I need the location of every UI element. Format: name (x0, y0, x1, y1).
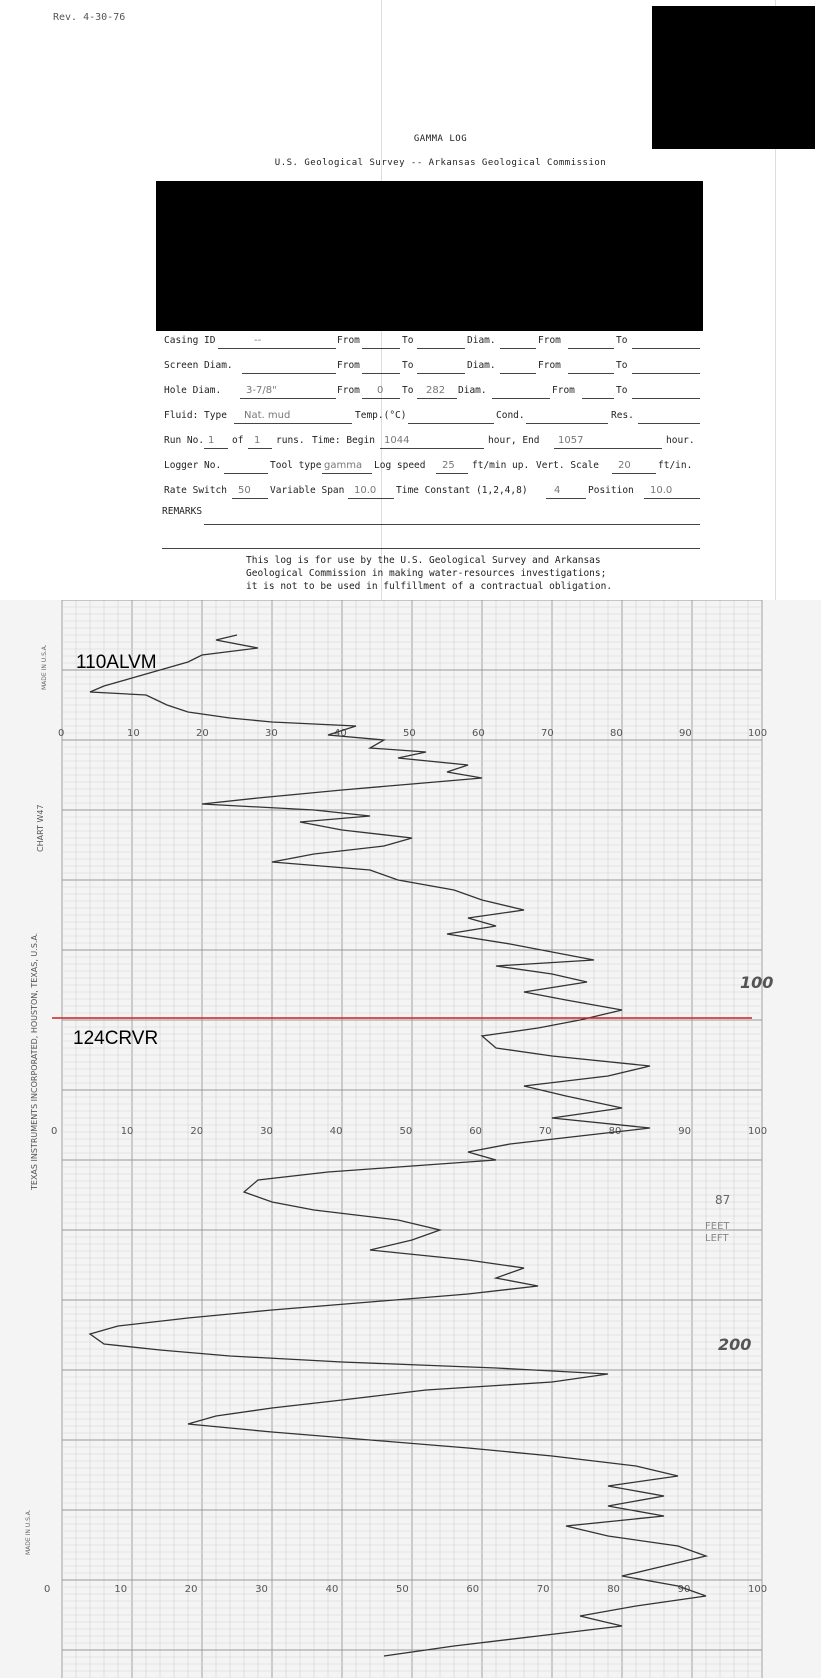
rate-switch-value: 50 (238, 485, 251, 496)
hole-to-label: To (402, 385, 414, 396)
fluid-label: Fluid: Type (164, 410, 227, 421)
scale-tick-label: 10 (114, 1584, 128, 1595)
vert-scale-unit: ft/in. (658, 460, 693, 471)
scale-tick-label: 0 (58, 728, 65, 739)
feet-label: FEET (705, 1221, 730, 1232)
screen-from2-label: From (538, 360, 561, 371)
hole-to-value: 282 (426, 385, 446, 396)
annotation-124crvr: 124CRVR (73, 1028, 159, 1049)
logger-row (162, 460, 707, 478)
casing-label: Casing ID (164, 335, 216, 346)
agency-line: U.S. Geological Survey -- Arkansas Geological Commission (274, 158, 607, 168)
scale-tick-label: 60 (472, 728, 485, 739)
scale-tick-label: 20 (184, 1584, 198, 1595)
cond-label: Cond. (496, 410, 525, 421)
vert-scale-label: Vert. Scale (536, 460, 599, 471)
revision-date: Rev. 4-30-76 (53, 12, 126, 23)
hour-label: hour. (666, 435, 695, 446)
log-title: GAMMA LOG (413, 134, 468, 144)
hole-row (162, 385, 702, 403)
hole-from2-label: From (552, 385, 575, 396)
hole-diam-label: Diam. (458, 385, 487, 396)
screen-row (162, 360, 702, 378)
fluid-row (162, 410, 702, 428)
run-label: Run No. (164, 435, 205, 446)
disclaimer-line-3: it is not to be used in fulfillment of a contractual obligation. (246, 581, 613, 592)
res-label: Res. (611, 410, 634, 421)
hole-label: Hole Diam. (164, 385, 222, 396)
log-speed-unit: ft/min up. (472, 460, 530, 471)
scale-tick-label: 50 (396, 1584, 409, 1595)
scale-tick-label: 100 (748, 1584, 768, 1595)
casing-from2-label: From (538, 335, 561, 346)
redacted-well-info (156, 181, 703, 331)
screen-to-label: To (402, 360, 414, 371)
hole-from-label: From (337, 385, 360, 396)
time-constant-label: Time Constant (1,2,4,8) (396, 485, 528, 496)
scale-tick-label: 40 (334, 728, 347, 739)
rate-row (162, 485, 707, 503)
scale-tick-label: 70 (538, 1126, 552, 1137)
depth-label-200: 200 (718, 1335, 752, 1354)
hour-end-label: hour, End (488, 435, 540, 446)
scale-tick-label: 50 (399, 1126, 413, 1137)
made-in-bottom: MADE IN U.S.A. (25, 1509, 32, 1555)
annotation-110alvm: 110ALVM (76, 652, 157, 673)
made-in-top: MADE IN U.S.A. (41, 644, 48, 690)
scale-tick-label: 30 (260, 1126, 273, 1137)
logger-label: Logger No. (164, 460, 222, 471)
time-end-value: 1057 (558, 435, 584, 446)
scale-tick-label: 100 (748, 1126, 768, 1137)
screen-label: Screen Diam. (164, 360, 233, 371)
left-label: LEFT (705, 1233, 729, 1244)
vert-scale-value: 20 (618, 460, 631, 471)
scale-tick-label: 40 (329, 1126, 343, 1137)
hole-to2-label: To (616, 385, 628, 396)
scale-tick-label: 80 (608, 1126, 622, 1137)
screen-diam-label: Diam. (467, 360, 496, 371)
disclaimer-line-2: Geological Commission in making water-resources investigations; (246, 568, 607, 579)
chart-code: CHART W47 (36, 804, 45, 852)
scale-tick-label: 100 (748, 728, 768, 739)
scale-tick-label: 90 (677, 1584, 691, 1595)
variable-span-value: 10.0 (354, 485, 377, 496)
manufacturer-text: TEXAS INSTRUMENTS INCORPORATED, HOUSTON, TEXAS, U.S.A. (30, 932, 39, 1190)
log-speed-value: 25 (442, 460, 455, 471)
scale-tick-label: 20 (196, 728, 209, 739)
scale-tick-label: 30 (265, 728, 278, 739)
time-begin-label: Time: Begin (312, 435, 375, 446)
scale-tick-label: 40 (325, 1584, 339, 1595)
disclaimer-line-1: This log is for use by the U.S. Geological Survey and Arkansas (246, 555, 601, 566)
scale-tick-label: 50 (403, 728, 416, 739)
casing-to2-label: To (616, 335, 628, 346)
time-begin-value: 1044 (384, 435, 410, 446)
scale-tick-label: 90 (678, 1126, 692, 1137)
rate-switch-label: Rate Switch (164, 485, 227, 496)
screen-from-label: From (337, 360, 360, 371)
casing-diam-label: Diam. (467, 335, 496, 346)
scale-tick-label: 70 (541, 728, 554, 739)
disclaimer (246, 554, 612, 593)
hole-diam-value: 3-7/8" (246, 385, 277, 396)
scale-tick-label: 60 (466, 1584, 480, 1595)
scale-tick-label: 80 (610, 728, 623, 739)
tool-type-value: gamma (324, 460, 363, 471)
run-row (162, 435, 707, 453)
of-value: 1 (254, 435, 261, 446)
scale-tick-label: 20 (190, 1126, 204, 1137)
screen-to2-label: To (616, 360, 628, 371)
scale-tick-label: 60 (469, 1126, 482, 1137)
runs-label: runs. (276, 435, 305, 446)
scale-tick-label: 10 (120, 1126, 134, 1137)
hole-from-value: 0 (377, 385, 384, 396)
redacted-block-top-right (652, 6, 815, 149)
casing-value: -- (254, 335, 262, 346)
casing-to-label: To (402, 335, 414, 346)
temp-label: Temp.(°C) (355, 410, 407, 421)
depth-label-100: 100 (740, 973, 774, 992)
scale-tick-label: 80 (607, 1584, 620, 1595)
scale-tick-label: 0 (51, 1126, 58, 1137)
time-constant-value: 4 (554, 485, 561, 496)
casing-from-label: From (337, 335, 360, 346)
of-label: of (232, 435, 244, 446)
remarks-row (162, 506, 702, 524)
fluid-type-value: Nat. mud (244, 410, 291, 421)
run-no-value: 1 (208, 435, 215, 446)
scale-tick-label: 30 (255, 1584, 268, 1595)
remarks-label: REMARKS (162, 506, 203, 517)
variable-span-label: Variable Span (270, 485, 345, 496)
scale-tick-label: 70 (536, 1584, 550, 1595)
position-value: 10.0 (650, 485, 673, 496)
casing-row (162, 335, 702, 353)
scale-tick-label: 90 (679, 728, 692, 739)
scale-tick-label: 0 (44, 1584, 51, 1595)
position-label: Position (588, 485, 634, 496)
tool-type-label: Tool type (270, 460, 322, 471)
gamma-log-chart (0, 600, 821, 1678)
feet-left-value: 87 (715, 1193, 731, 1207)
scale-tick-label: 10 (127, 728, 140, 739)
log-speed-label: Log speed (374, 460, 426, 471)
